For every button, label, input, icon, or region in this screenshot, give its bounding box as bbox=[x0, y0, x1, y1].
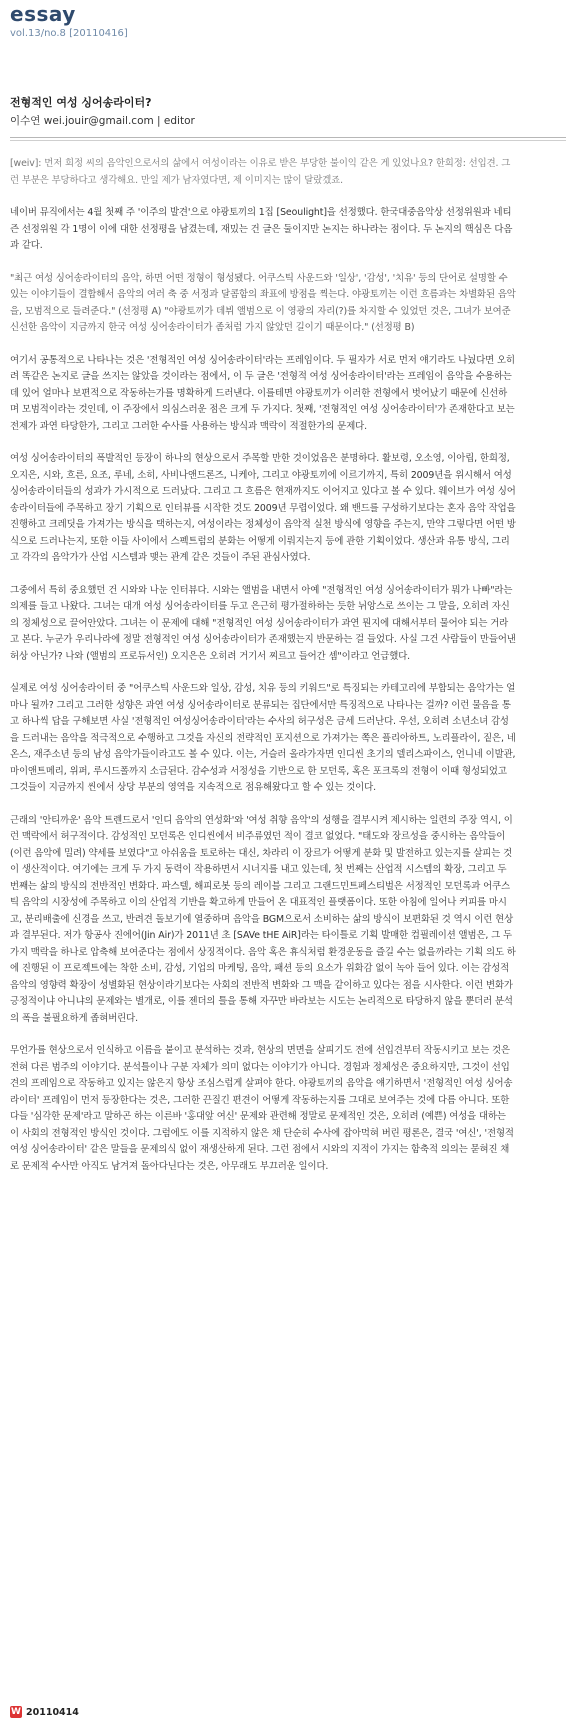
weiv-logo-icon: W bbox=[11, 1707, 21, 1717]
article-body bbox=[10, 156, 516, 1191]
divider bbox=[10, 140, 566, 141]
paragraph: [weiv]: 먼저 희정 씨의 음악인으로서의 삶에서 여성이라는 이유로 받은 부당한 불이익 같은 게 있었나요? 한희정: 선입견. 그런 부분은 부당하다고 생각해요. 만일 제가 남자였다면, 제 이미지는 많이 달랐겠죠. bbox=[10, 158, 511, 186]
paragraph: 그중에서 특히 중요했던 건 시와와 나눈 인터뷰다. 시와는 앨범을 내면서 아예 "전형적인 여성 싱어송라이터가 뭐가 나빠"라는 의제를 들고 나왔다. 그녀는 대개 여성 싱어송라이터를 두고 은근히 평가절하하는 듯한 뉘앙스로 쓰이는 그 말을, 오히려 자신의 정체성으로 끌어안았다. 그녀는 이 문제에 대해 "전형적인 여성 싱어송라이터가 과연 뭔지에 대해서부터 물어야 되는 거라고 본다. 누군가 우리나라에 정말 전형적인 여성 싱어송라이터가 존재했는지 반문하는 걸 들었다. 사실 그건 사람들이 만들어낸 허상 아닌가? 나와 (앨범의 프로듀서인) 오지은은 오히려 거기서 찌르고 들어간 셈"이라고 언급했다. bbox=[10, 584, 516, 662]
footer bbox=[10, 1706, 79, 1718]
paragraph: 실제로 여성 싱어송라이터 중 "어쿠스틱 사운드와 일상, 감성, 치유 등의 키워드"로 특징되는 카테고리에 부합되는 음악가는 얼마나 될까? 그리고 그러한 성향은 과연 여성 싱어송라이터로 분류되는 집단에서만 특징적으로 나타나는 걸까? 이런 물음을 통고 하나씩 답을 구해보면 사실 '전형적인 여성싱어송라이터'라는 수사의 허구성은 금세 드러난다. 우선, 오히려 소년소녀 감성을 드러내는 음악을 적극적으로 수행하고 그것을 자신의 전략적인 포지션으로 가져가는 쪽은 플리아하트, 노리플라이, 짙은, 네온스, 재주소년 등의 남성 음악가들이라고도 볼 수 있다. 이는, 거슬러 올라가자면 인디씬 초기의 델리스파이스, 언니네 이발관, 마이앤트메리, 위퍼, 루시드폴까지 소급된다. 감수성과 서정성을 기반으로 한 모던록, 혹은 포크록의 전형이 이때 형성되었고 그것들이 지금까지 씬에서 상당 부분의 영역을 지속적으로 점유해왔다고 할 수 있는 것이다. bbox=[10, 683, 516, 793]
paragraph: 근래의 '안티까운' 음악 트렌드로서 '인디 음악의 연성화'와 '여성 취향 음악'의 성행을 결부시켜 제시하는 일련의 주장 역시, 이런 맥락에서 허구적이다. 감성적인 모던록은 인디씬에서 비주류였던 적이 결코 없었다. "태도와 장르성을 중시하는 음악들이 (이런 음악에 밀려) 약세를 보였다"고 아쉬움을 토로하는 대신, 차라리 이 장르가 어떻게 분화 및 발전하고 있는지를 살피는 것이 생산적이다. 여기에는 크게 두 가지 동력이 작용하면서 시너지를 내고 있는데, 첫 번째는 산업적 시스템의 확장, 그리고 두 번째는 삶의 방식의 전반적인 변화다. 파스텔, 해피로봇 등의 레이블 그리고 그랜드민트페스티벌은 서정적인 모던록과 어쿠스틱 음악의 시장성에 주목하고 이의 산업적 기반을 확고하게 만들어 온 대표적인 플랫폼이다. 또한 아침에 일어나 커피를 마시고, 분리배출에 신경을 쓰고, 반려견 돌보기에 열중하며 음악을 BGM으로서 소비하는 삶의 방식이 보편화된 것 역시 이런 현상과 결부된다. 저가 항공사 진에어(Jin Air)가 2011년 초 [SAVe tHE AiR]라는 타이틀로 기획 발매한 컴필레이션 앨범은, 그 두 가지 맥락을 하나로 압축해 보여준다는 점에서 상징적이다. 음악 혹은 휴식처럼 환경운동을 즐길 수는 없을까라는 기획 의도 하에 진행된 이 프로젝트에는 착한 소비, 감성, 기업의 마케팅, 음악, 패션 등의 요소가 위화감 없이 녹아 들어 있다. 이는 감성적 음악의 영향력 확장이 성별화된 현상이라기보다는 사회의 전반적 변화와 그 맥을 같이하고 있다는 점을 시사한다. 이런 변화가 긍정적이냐 아니냐의 문제와는 별개로, 이를 젠더의 틀을 통해 자꾸만 바라보는 시도는 논리적으로 타당하지 않을 뿐더러 분석의 폭을 불필요하게 좁혀버린다. bbox=[10, 814, 516, 1024]
issue-volume: vol.13/no.8 [20110416] bbox=[10, 28, 128, 39]
publish-date: 20110414 bbox=[26, 1706, 79, 1718]
site-logo[interactable]: essay bbox=[10, 2, 76, 26]
article-byline: 이수연 wei.jouir@gmail.com | editor bbox=[10, 115, 195, 127]
paragraph: 무언가를 현상으로서 인식하고 이름을 붙이고 분석하는 것과, 현상의 면면을 살피기도 전에 선입견부터 작동시키고 보는 것은 전혀 다른 범주의 이야기다. 분석틀이나 구분 자체가 의미 없다는 이야기가 아니다. 경험과 정체성은 중요하지만, 그것이 선입견의 프레임으로 작동하고 있지는 않은지 항상 조심스럽게 살펴야 한다. 야광토끼의 음악을 얘기하면서 '전형적인 여성 싱어송라이터' 프레임이 먼저 등장한다는 것은, 그러한 끈질긴 편견이 어떻게 작동하는지를 그대로 보여주는 것에 다름 아니다. 또한 다들 '심각한 문제'라고 말하곤 하는 이른바 '홍대앞 여신' 문제와 관련해 정말로 문제적인 것은, 오히려 (예쁜) 여성을 대하는 이 사회의 전형적인 방식인 것이다. 그럼에도 이를 지적하지 않은 채 단순히 수사에 잡아먹혀 버린 평론은, 결국 '여신', '전형적 여성 싱어송라이터' 같은 말들을 문제의식 없이 재생산하게 된다. 그런 점에서 시와의 지적이 가지는 함축적 의의는 묻혀진 채로 문제적 수사만 아직도 남겨져 돌아다닌다는 것은, 아무래도 부끄러운 일이다. bbox=[10, 1045, 514, 1172]
paragraph: 여기서 공통적으로 나타나는 것은 '전형적인 여성 싱어송라이터'라는 프레임이다. 두 필자가 서로 먼저 얘기라도 나눴다면 오히려 똑같은 논지로 글을 쓰지는 않았을 것이라는 점에서, 이 두 글은 '전형적 여성 싱어송라이터'라는 프레임이 음악을 수용하는 데 있어 얼마나 보편적으로 작동하는가를 명확하게 드러낸다. 이를테면 야광토끼가 이러한 전형에서 벗어났기 때문에 신선하며 모범적이라는 것인데, 이 주장에서 의심스러운 점은 크게 두 가지다. 첫째, '전형적인 여성 싱어송라이터'가 존재한다고 보는 전제가 과연 타당한가, 그리고 그러한 수사를 사용하는 방식과 맥락이 적절한가의 문제다. bbox=[10, 354, 515, 432]
paragraph: "최근 여성 싱어송라이터의 음악, 하면 어떤 정형이 형성됐다. 어쿠스틱 사운드와 '일상', '감성', '치유' 등의 단어로 설명할 수 있는 이야기들이 결합해서 음악의 여러 축 중 서정과 달콤함의 좌표에 방점을 찍는다. 야광토끼는 이런 흐름과는 차별화된 음악을, 모범적으로 들려준다." (선정평 A) "야광토끼가 데뷔 앨범으로 이 영광의 자리(?)를 차지할 수 있었던 것은, 그녀가 보여준 신선한 음악이 지금까지 한국 여성 싱어송라이터가 좀처럼 가지 않았던 길이기 때문이다." (선정평 B) bbox=[10, 272, 516, 333]
paragraph: 네이버 뮤직에서는 4월 첫째 주 '이주의 발견'으로 야광토끼의 1집 [Seoulight]을 선정했다. 한국대중음악상 선정위원과 네티즌 선정위원 각 1명이 이에 대한 선정평을 남겼는데, 재밌는 건 글은 둘이지만 논지는 하나라는 점이다. 두 논지의 핵심은 다음과 같다. bbox=[10, 207, 513, 251]
divider bbox=[10, 137, 566, 138]
paragraph: 여성 싱어송라이터의 폭발적인 등장이 하나의 현상으로서 주목할 만한 것이었음은 분명하다. 활보령, 오소영, 이아립, 한희정, 오지은, 시와, 흐른, 요조, 루네, 소히, 사비나앤드론즈, 니케아, 그리고 야광토끼에 이르기까지, 특히 2009년을 위시해서 여성 싱어송라이터들의 성과가 가시적으로 드러났다. 그리고 그 흐름은 현재까지도 이어지고 있다고 볼 수 있다. 웨이브가 여성 싱어송라이터들에 주목하고 장기 기획으로 인터뷰를 시작한 것도 2009년 무렵이었다. 왜 밴드를 구성하기보다는 혼자 음악 작업을 진행하고 크레딧을 가져가는 방식을 택하는지, 여성이라는 정체성이 음악적 실천 방식에 영향을 주는지, 만약 그렇다면 어떤 방식으로 드러나는지, 또한 이들 사이에서 스펙트럼의 분화는 어떻게 이뤄지는지 등에 관한 기획이었다. 생산과 유통 방식, 그리고 각각의 음악가가 산업 시스템과 맺는 관계 같은 것들이 주된 관심사였다. bbox=[10, 453, 516, 563]
article-title: 전형적인 여성 싱어송라이터? bbox=[10, 96, 152, 109]
